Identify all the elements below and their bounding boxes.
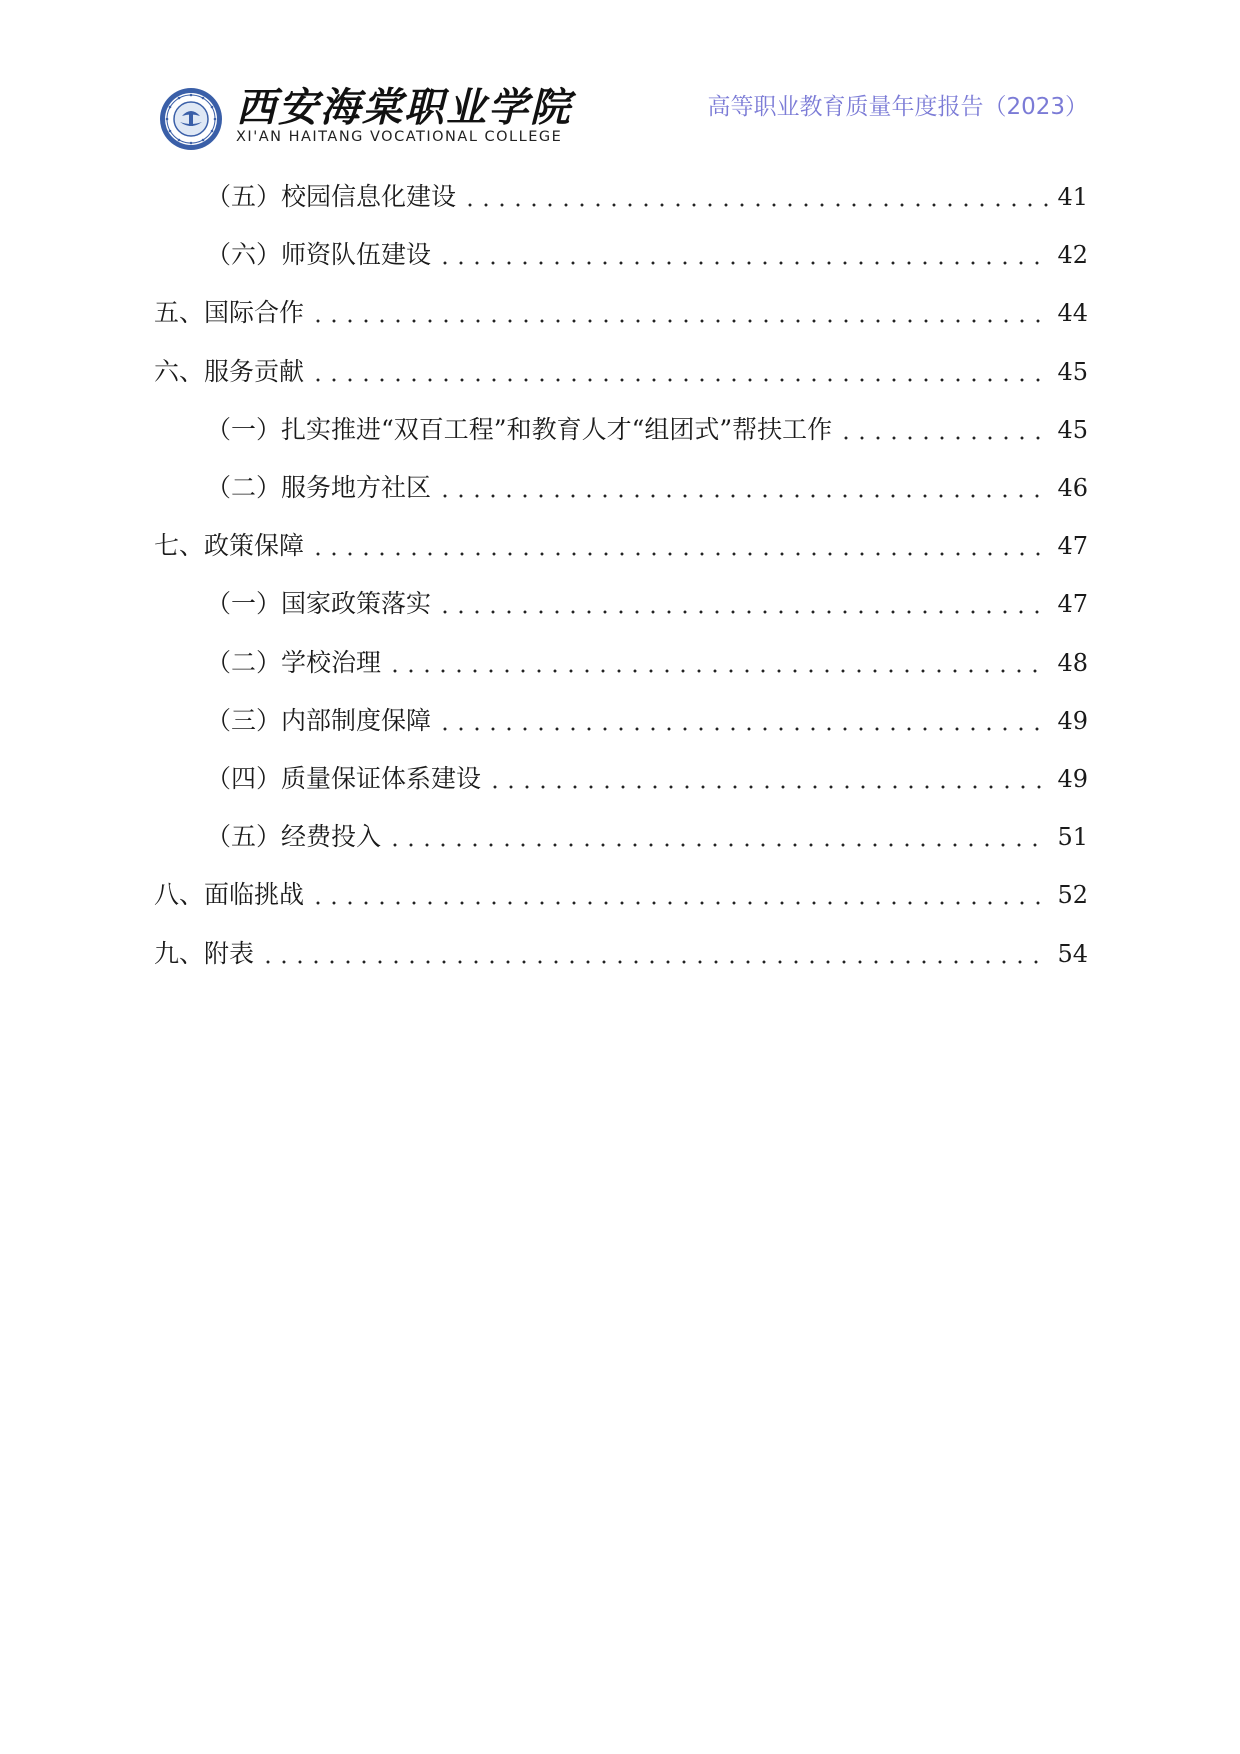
toc-dot-leader xyxy=(310,355,1049,389)
toc-dot-leader xyxy=(310,296,1049,330)
toc-page-number: 52 xyxy=(1057,881,1088,910)
toc-entry[interactable] xyxy=(0,927,1240,971)
toc-entry[interactable] xyxy=(0,752,1240,796)
toc-dot-leader xyxy=(437,704,1049,738)
toc-dot-leader xyxy=(487,762,1049,796)
toc-dot-leader xyxy=(387,820,1049,854)
toc-entry-label: （二）学校治理 xyxy=(206,647,382,677)
toc-entry-label: 六、服务贡献 xyxy=(154,356,305,386)
toc-page-number: 45 xyxy=(1057,415,1088,444)
toc-entry[interactable] xyxy=(0,461,1240,505)
toc-entry-label: （二）服务地方社区 xyxy=(206,473,432,502)
toc-page-number: 42 xyxy=(1057,241,1088,270)
toc-dot-leader xyxy=(260,937,1049,971)
toc-entry-label: 五、国际合作 xyxy=(154,298,305,328)
toc-page-number: 47 xyxy=(1057,532,1088,561)
toc-entry[interactable] xyxy=(0,519,1240,563)
toc-entry[interactable] xyxy=(0,868,1240,912)
college-name-cn: 西安海棠职业学院 xyxy=(236,84,572,131)
toc-entry[interactable] xyxy=(0,694,1240,738)
toc-entry[interactable] xyxy=(0,636,1240,680)
toc-entry-label: （四）质量保证体系建设 xyxy=(206,764,482,793)
toc-page-number: 41 xyxy=(1057,183,1088,211)
toc-page-number: 48 xyxy=(1057,648,1088,677)
toc-entry-label: 七、政策保障 xyxy=(154,531,305,561)
toc-entry-label: （六）师资队伍建设 xyxy=(206,240,432,270)
toc-entry-label: 九、附表 xyxy=(154,938,255,968)
toc-page-number: 54 xyxy=(1057,939,1088,968)
toc-dot-leader xyxy=(310,878,1049,912)
toc-dot-leader xyxy=(838,413,1049,447)
toc-dot-leader xyxy=(437,587,1049,621)
toc-page-number: 47 xyxy=(1057,590,1088,619)
toc-entry[interactable] xyxy=(0,228,1240,272)
toc-entry[interactable] xyxy=(0,810,1240,854)
toc-entry[interactable] xyxy=(0,577,1240,621)
toc-dot-leader xyxy=(387,646,1049,680)
toc-page-number: 44 xyxy=(1057,299,1088,328)
toc-page-number: 45 xyxy=(1057,357,1088,386)
college-emblem-icon xyxy=(158,86,224,152)
toc-entry-label: 八、面临挑战 xyxy=(154,880,305,910)
toc-entry[interactable] xyxy=(0,286,1240,330)
toc-entry[interactable] xyxy=(0,403,1240,447)
toc-entry-label: （一）扎实推进“双百工程”和教育人才“组团式”帮扶工作 xyxy=(206,414,833,444)
toc-page-number: 46 xyxy=(1057,474,1088,502)
toc-entry-label: （一）国家政策落实 xyxy=(206,589,432,619)
toc-entry-label: （五）校园信息化建设 xyxy=(206,182,457,211)
toc-entry-label: （三）内部制度保障 xyxy=(206,705,432,735)
toc-page-number: 51 xyxy=(1057,823,1088,852)
report-title: 高等职业教育质量年度报告（2023） xyxy=(707,94,1088,120)
toc-dot-leader xyxy=(437,471,1049,505)
toc-dot-leader xyxy=(310,529,1049,563)
toc-entry[interactable] xyxy=(0,170,1240,214)
toc-page-number: 49 xyxy=(1057,706,1088,735)
college-name-en: XI'AN HAITANG VOCATIONAL COLLEGE xyxy=(236,129,563,145)
toc-dot-leader xyxy=(462,180,1049,214)
toc-dot-leader xyxy=(437,238,1049,272)
toc-entry-label: （五）经费投入 xyxy=(206,822,382,852)
page-header xyxy=(0,0,1240,150)
toc-entry[interactable] xyxy=(0,345,1240,389)
toc-page-number: 49 xyxy=(1057,765,1088,793)
